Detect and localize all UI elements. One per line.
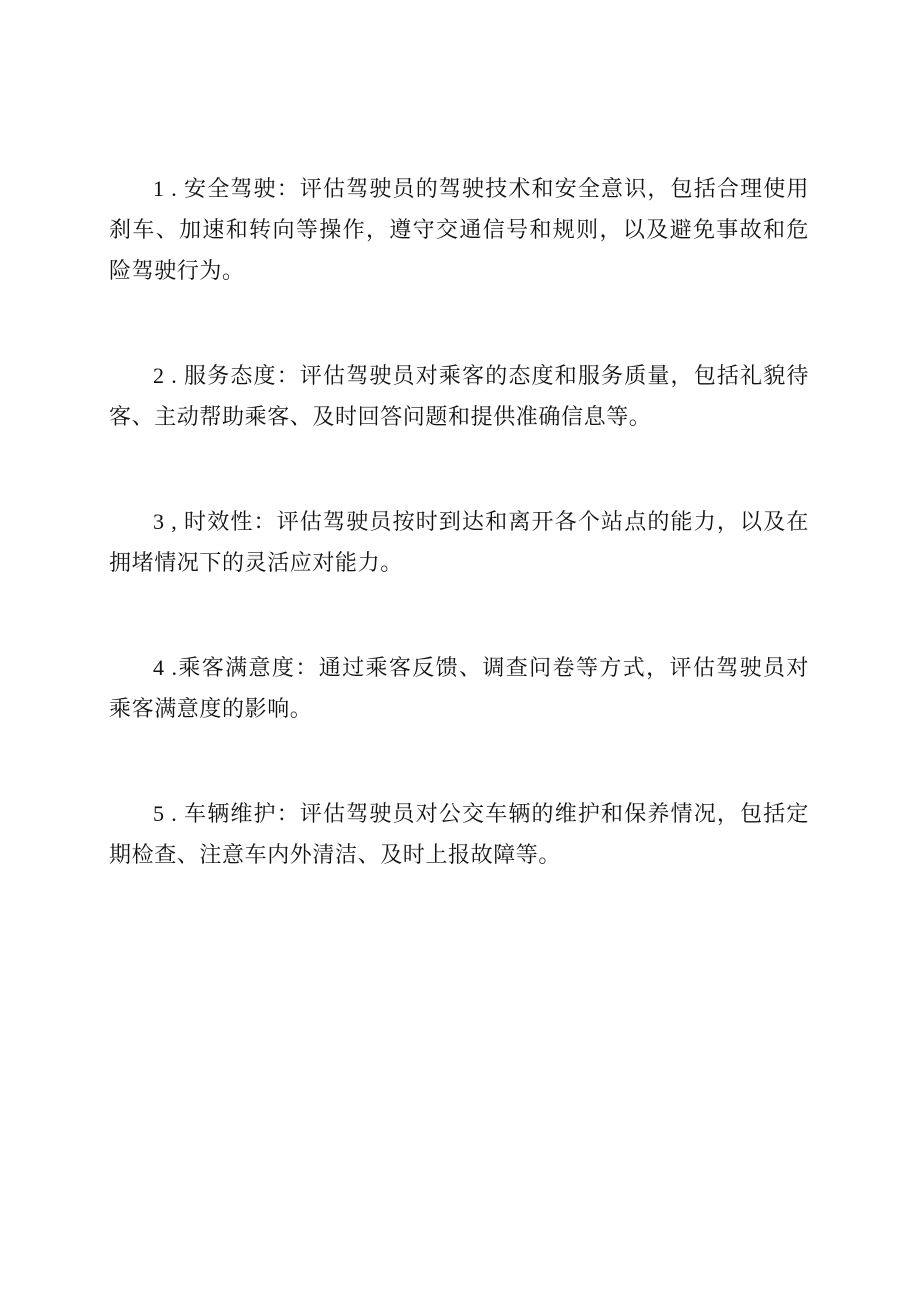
item-number: 2 <box>153 363 165 388</box>
item-separator: . <box>164 176 185 201</box>
item-number: 3 <box>153 509 165 534</box>
list-item <box>109 501 809 584</box>
item-text: 车辆维护：评估驾驶员对公交车辆的维护和保养情况，包括定期检查、注意车内外清洁、及时上报故障等。 <box>109 802 809 868</box>
item-separator: . <box>164 363 185 388</box>
item-separator: , <box>164 509 185 534</box>
item-text: 乘客满意度：通过乘客反馈、调查问卷等方式，评估驾驶员对乘客满意度的影响。 <box>109 656 810 722</box>
list-item <box>109 168 809 292</box>
item-text: 服务态度：评估驾驶员对乘客的态度和服务质量，包括礼貌待客、主动帮助乘客、及时回答问题和提供准确信息等。 <box>109 364 809 430</box>
item-number: 1 <box>153 176 165 201</box>
item-text: 安全驾驶：评估驾驶员的驾驶技术和安全意识，包括合理使用刹车、加速和转向等操作，遵守交通信号和规则，以及避免事故和危险驾驶行为。 <box>109 177 809 284</box>
evaluation-criteria-list <box>109 168 809 939</box>
item-number: 4 <box>153 655 165 680</box>
item-number: 5 <box>153 801 165 826</box>
list-item <box>109 793 809 876</box>
item-separator: . <box>164 655 178 680</box>
list-item <box>109 355 809 438</box>
item-text: 时效性：评估驾驶员按时到达和离开各个站点的能力，以及在拥堵情况下的灵活应对能力。 <box>109 510 809 576</box>
item-separator: . <box>164 801 185 826</box>
list-item <box>109 647 809 730</box>
